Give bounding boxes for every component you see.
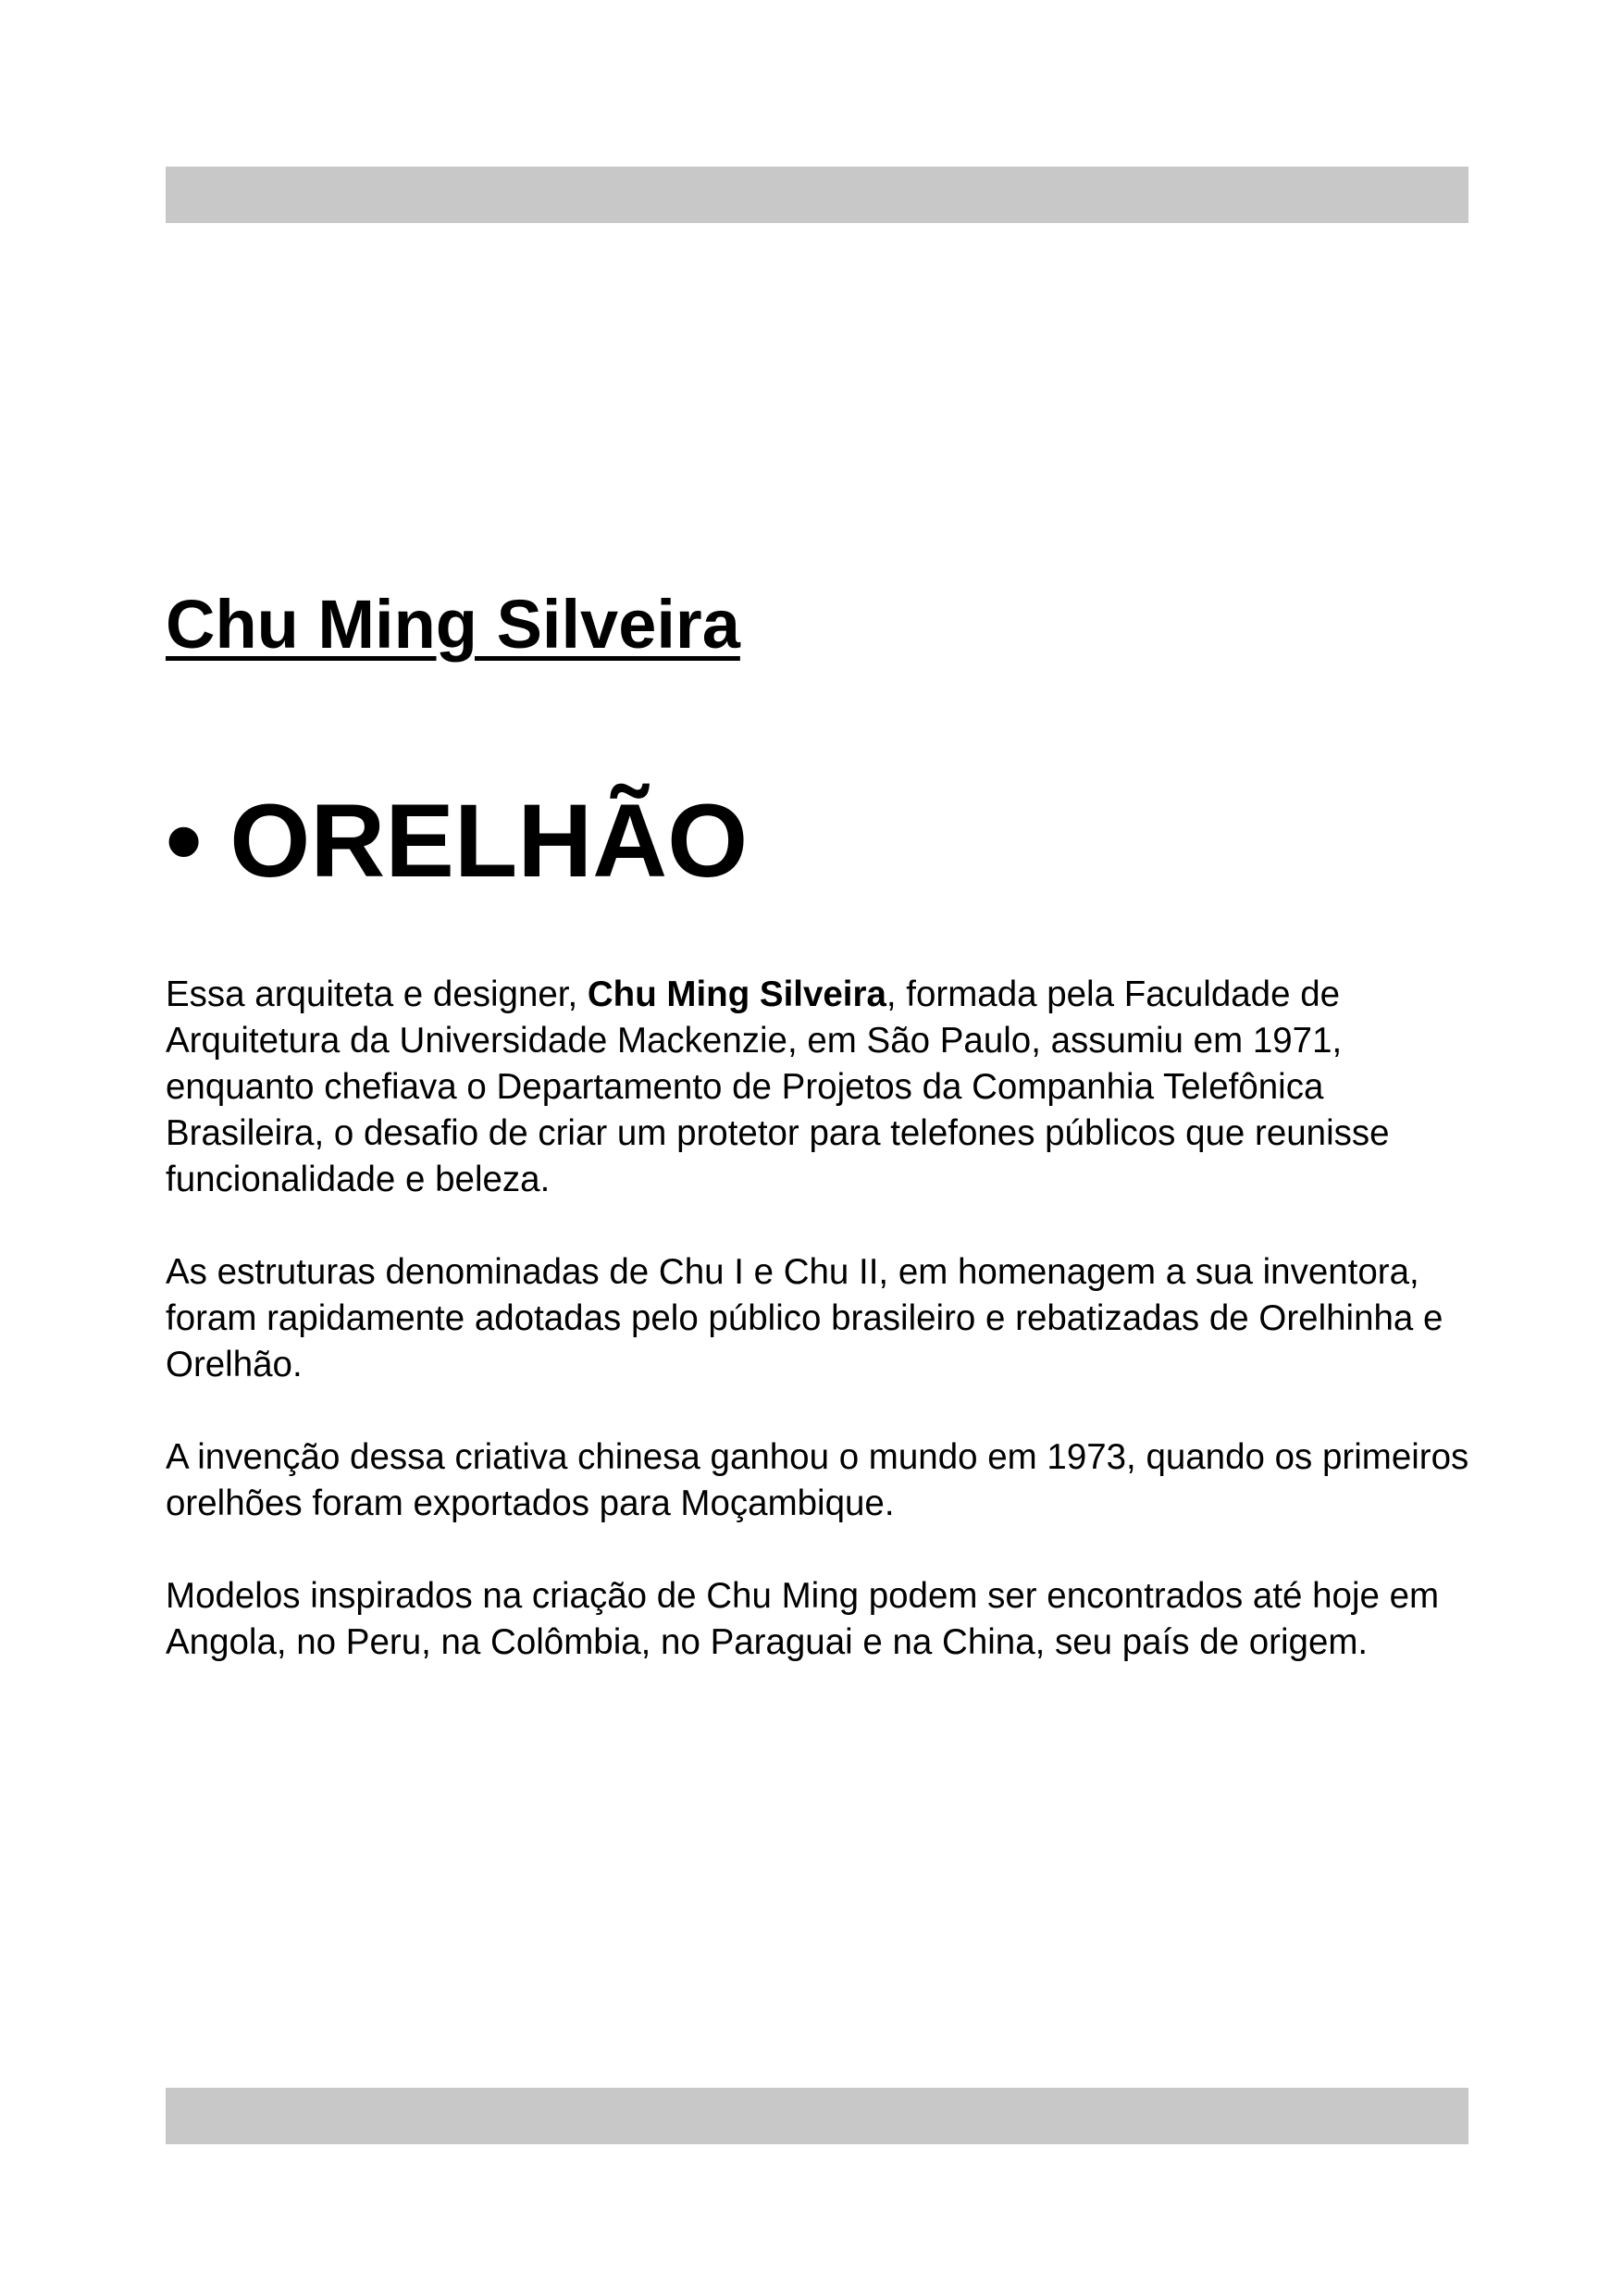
section-heading-text: ORELHÃO (229, 783, 749, 899)
paragraph-1-name: Chu Ming Silveira (587, 974, 886, 1014)
paragraph-1-intro: Essa arquiteta e designer, (166, 974, 588, 1014)
paragraph-4: Modelos inspirados na criação de Chu Ming podem ser encontrados até hoje em Angola, no Peru, na Colômbia, no Paraguai e na China, seu país de origem. (166, 1576, 1440, 1662)
paragraph-3: A invenção dessa criativa chinesa ganhou o mundo em 1973, quando os primeiros orelhões foram exportados para Moçambique. (166, 1437, 1469, 1523)
footer-bar (166, 2088, 1468, 2144)
page-title: Chu Ming Silveira (166, 586, 740, 663)
paragraph-1-rest: , formada pela Faculdade de Arquitetura da Universidade Mackenzie, em São Paulo, assumiu em 1971, enquanto chefiava o Departamento de Projetos da Companhia Telefônica Brasileira, o desafio de criar um protetor para telefones públicos que reunisse funcionalidade e beleza. (166, 974, 1390, 1199)
paragraph-1 (166, 972, 1480, 1203)
section-heading (166, 782, 748, 901)
bullet-icon: • (166, 783, 203, 899)
body-text (166, 972, 1480, 1712)
paragraph-2: As estruturas denominadas de Chu I e Chu II, em homenagem a sua inventora, foram rapidamente adotadas pelo público brasileiro e rebatizadas de Orelhinha e Orelhão. (166, 1252, 1443, 1384)
header-bar (166, 167, 1468, 223)
